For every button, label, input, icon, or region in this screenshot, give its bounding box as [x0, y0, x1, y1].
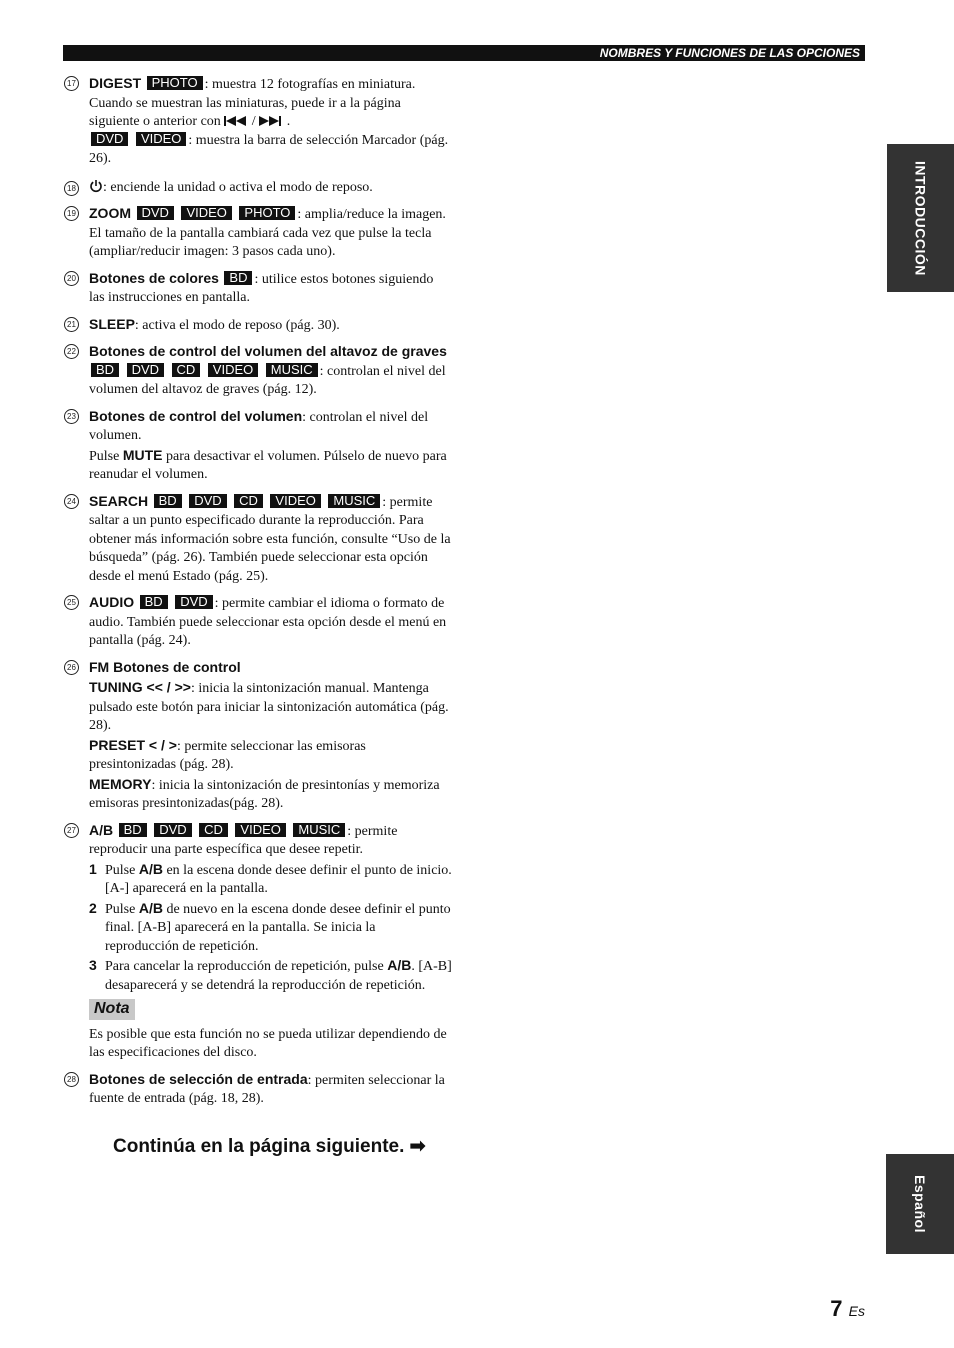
badge-video: VIDEO: [235, 823, 285, 837]
key-label: A/B: [138, 899, 163, 916]
power-icon: [89, 179, 103, 193]
badge-cd: CD: [172, 363, 201, 377]
list-item-24: [62, 492, 452, 587]
item-text: : controlan el nivel del volumen.: [89, 409, 429, 443]
item-text: : permite saltar a un punto especificado durante la reproducción. Para obtener más información sobre esta función, consulte “Uso de la búsqueda” (pág. 26). También puede seleccionar esta opción desde el menú Estado (pág. 25).: [89, 494, 451, 584]
list-item-20: [62, 269, 452, 308]
item-text: Para cancelar la reproducción de repetición, pulse: [105, 959, 388, 974]
item-number: 20: [64, 271, 79, 286]
list-item-17: 17 DIGEST PHOTO : muestra 12 fotografías en miniatura. Cuando se muestran las miniaturas, puede ir a la página siguiente o anterior con / . DVD VIDEO : muestra la barra de selección Marcador (pág. 26).: [62, 74, 452, 169]
badge-dvd: DVD: [137, 206, 174, 220]
item-text: Pulse: [105, 901, 139, 917]
step-number: 1: [89, 860, 97, 877]
key-label: A/B: [387, 957, 412, 973]
key-label: Botones de control del volumen del altavoz de graves: [89, 343, 447, 359]
badge-cd: CD: [234, 494, 263, 508]
skip-next-icon: [259, 116, 283, 126]
item-number: 23: [64, 409, 79, 424]
item-text: en la escena donde desee definir el punto de inicio. [A-] aparecerá en la pantalla.: [105, 862, 452, 896]
item-number: 17: [64, 76, 79, 91]
list-item-25: [62, 593, 452, 651]
badge-dvd: DVD: [189, 494, 226, 508]
item-number: 21: [64, 317, 79, 332]
section-tab-label: INTRODUCCIÓN: [912, 160, 929, 276]
item-list: [62, 74, 452, 1116]
badge-video: VIDEO: [136, 132, 186, 146]
badge-bd: BD: [119, 823, 147, 837]
list-item-26: [62, 658, 452, 814]
item-text: para desactivar el volumen. Púlselo de nuevo para reanudar el volumen.: [89, 448, 447, 482]
item-text: : muestra 12 fotografías en miniatura. Cuando se muestran las miniaturas, puede ir a la página siguiente o anterior con: [89, 77, 416, 129]
badge-photo: PHOTO: [239, 206, 295, 220]
key-label: Botones de control del volumen: [89, 407, 303, 424]
item-text: de nuevo en la escena donde desee definir el punto final. [A-B] aparecerá en la pantalla. Se inicia la reproducción de repetición.: [105, 901, 451, 954]
badge-music: MUSIC: [328, 494, 380, 508]
list-item-28: [62, 1070, 452, 1109]
step-number: 3: [89, 957, 97, 973]
key-label: MEMORY: [89, 775, 152, 792]
badge-video: VIDEO: [208, 363, 258, 377]
badge-bd: BD: [91, 363, 119, 377]
step-3: [89, 956, 452, 995]
badge-photo: PHOTO: [147, 76, 203, 90]
item-text: : permiten seleccionar la fuente de entrada (pág. 18, 28).: [89, 1072, 445, 1106]
badge-music: MUSIC: [266, 363, 318, 377]
section-tab-introduccion: [887, 144, 954, 292]
badge-cd: CD: [199, 823, 228, 837]
list-item-21: [62, 315, 452, 336]
list-item-18: [62, 179, 452, 198]
item-number: 18: [64, 181, 79, 196]
item-text: : amplia/reduce la imagen. El tamaño de la pantalla cambiará cada vez que pulse la tecla (ampliar/reducir imagen: 3 pasos cada uno).: [89, 207, 446, 259]
key-label: A/B: [138, 860, 163, 877]
key-label: SEARCH: [89, 492, 149, 509]
item-number: 24: [64, 494, 79, 509]
list-item-23: [62, 407, 452, 485]
note-text: Es posible que esta función no se pueda utilizar dependiendo de las especificaciones del disco.: [89, 1026, 447, 1060]
list-item-19: [62, 204, 452, 262]
skip-prev-icon: [224, 116, 248, 126]
item-text: . [A-B] desaparecerá y se detendrá la reproducción de repetición.: [105, 959, 452, 993]
item-text: : activa el modo de reposo (pág. 30).: [134, 317, 340, 333]
key-label: DIGEST: [89, 75, 142, 91]
item-text: : controlan el nivel del volumen del altavoz de graves (pág. 12).: [89, 363, 446, 397]
badge-music: MUSIC: [293, 823, 345, 837]
key-label: A/B: [89, 821, 114, 838]
key-label: ZOOM: [89, 205, 131, 221]
badge-dvd: DVD: [91, 132, 128, 146]
key-label: MUTE: [122, 446, 163, 463]
key-label: FM Botones de control: [89, 658, 241, 675]
page-lang-code: Es: [848, 1303, 865, 1319]
language-tab-label: Español: [912, 1175, 928, 1233]
language-tab: [886, 1154, 954, 1254]
item-text: .: [286, 114, 291, 129]
key-label: TUNING << / >>: [89, 679, 191, 695]
item-number: 26: [64, 660, 79, 675]
item-number: 28: [64, 1072, 79, 1087]
badge-bd: BD: [154, 494, 182, 508]
badge-video: VIDEO: [181, 206, 231, 220]
key-label: PRESET < / >: [89, 736, 177, 753]
item-number: 25: [64, 595, 79, 610]
item-text: Pulse: [89, 448, 123, 464]
list-item-27: [62, 821, 452, 1063]
key-label: SLEEP: [89, 315, 135, 332]
item-text: : muestra la barra de selección Marcador (pág. 26).: [89, 132, 449, 166]
badge-dvd: DVD: [127, 363, 164, 377]
item-text: : utilice estos botones siguiendo las instrucciones en pantalla.: [89, 271, 434, 305]
continue-next-page: Continúa en la página siguiente. ➡: [113, 1136, 426, 1157]
step-2: [89, 899, 452, 957]
item-text: : inicia la sintonización manual. Mantenga pulsado este botón para iniciar la sintonización automática (pág. 28).: [89, 681, 449, 733]
badge-video: VIDEO: [270, 494, 320, 508]
page-number: [830, 1296, 865, 1322]
item-text: Pulse: [105, 862, 139, 878]
note-title: Nota: [89, 999, 135, 1020]
key-label: AUDIO: [89, 594, 135, 610]
item-text: : inicia la sintonización de presintonías y memoriza emisoras presintonizadas(pág. 28).: [89, 777, 440, 811]
item-text: : enciende la unidad o activa el modo de reposo.: [103, 179, 373, 195]
list-item-22: [62, 342, 452, 400]
item-text: : permite cambiar el idioma o formato de audio. También puede seleccionar esta opción desde el menú en pantalla (pág. 24).: [89, 596, 447, 648]
item-text: : permite reproducir una parte específica que desee repetir.: [89, 823, 398, 857]
section-header-bar: NOMBRES Y FUNCIONES DE LAS OPCIONES: [63, 45, 865, 61]
key-label: Botones de colores: [89, 269, 219, 286]
badge-bd: BD: [224, 271, 252, 285]
item-number: 22: [64, 344, 79, 359]
badge-dvd: DVD: [175, 595, 212, 609]
item-number: 19: [64, 206, 79, 221]
step-1: [89, 860, 452, 899]
item-text: : permite seleccionar las emisoras presintonizadas (pág. 28).: [89, 738, 366, 772]
step-number: 2: [89, 899, 97, 916]
badge-dvd: DVD: [154, 823, 191, 837]
key-label: Botones de selección de entrada: [89, 1070, 308, 1087]
item-number: 27: [64, 823, 79, 838]
page-number-value: 7: [830, 1296, 843, 1321]
badge-bd: BD: [140, 595, 168, 609]
